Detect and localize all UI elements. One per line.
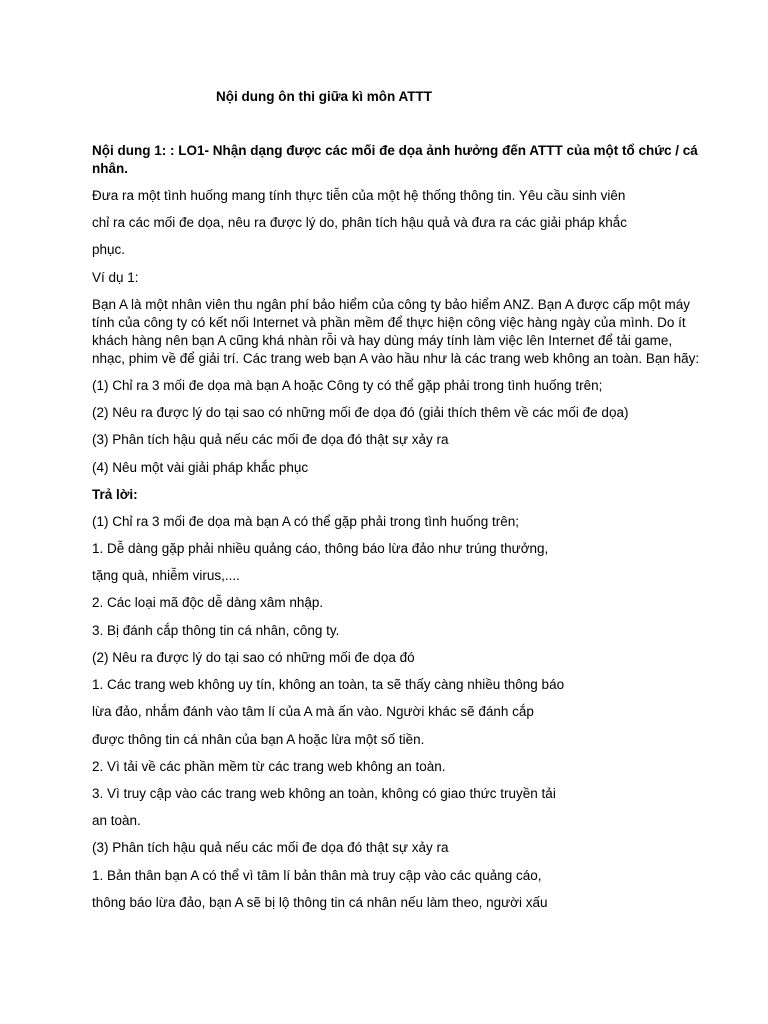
intro-line: chỉ ra các mối đe dọa, nêu ra được lý do, phân tích hậu quả và đưa ra các giải pháp khắc xyxy=(92,215,627,230)
intro-line: Đưa ra một tình huống mang tính thực tiễn của một hệ thống thông tin. Yêu cầu sinh viên xyxy=(92,188,626,203)
question-item: (4) Nêu một vài giải pháp khắc phục xyxy=(92,460,309,475)
answer-line: (3) Phân tích hậu quả nếu các mối đe dọa đó thật sự xảy ra xyxy=(92,840,449,855)
answer-line: 1. Các trang web không uy tín, không an toàn, ta sẽ thấy càng nhiều thông báo xyxy=(92,677,565,692)
question-item: (2) Nêu ra được lý do tại sao có những mối đe dọa đó (giải thích thêm về các mối đe dọa) xyxy=(92,405,629,420)
scenario-line: nhạc, phim về để giải trí. Các trang web bạn A vào hầu như là các trang web không an toàn. Bạn hãy: xyxy=(92,351,700,366)
answer-line: (2) Nêu ra được lý do tại sao có những mối đe dọa đó xyxy=(92,650,415,665)
answer-line: lừa đảo, nhắm đánh vào tâm lí của A mà ấn vào. Người khác sẽ đánh cắp xyxy=(92,704,534,719)
answer-line: tặng quà, nhiễm virus,.... xyxy=(92,568,240,583)
example-label: Ví dụ 1: xyxy=(92,270,139,285)
scenario-line: Bạn A là một nhân viên thu ngân phí bảo hiểm của công ty bảo hiểm ANZ. Bạn A được cấp một máy xyxy=(92,297,691,312)
answer-line: được thông tin cá nhân của bạn A hoặc lừa một số tiền. xyxy=(92,732,425,747)
answer-line: 2. Vì tải về các phần mềm từ các trang web không an toàn. xyxy=(92,759,446,774)
answer-line: (1) Chỉ ra 3 mối đe dọa mà bạn A có thể gặp phải trong tình huống trên; xyxy=(92,514,520,529)
scenario-line: tính của công ty có kết nối Internet và phần mềm để thực hiện công việc hàng ngày của mình. Do ít xyxy=(92,315,686,330)
intro-line: phục. xyxy=(92,242,126,257)
answer-line: 1. Bản thân bạn A có thể vì tâm lí bản thân mà truy cập vào các quảng cáo, xyxy=(92,868,542,883)
answer-line: 3. Vì truy cập vào các trang web không an toàn, không có giao thức truyền tải xyxy=(92,786,556,801)
answer-line: thông báo lừa đảo, bạn A sẽ bị lộ thông tin cá nhân nếu làm theo, người xấu xyxy=(92,895,548,910)
answer-line: 1. Dễ dàng gặp phải nhiều quảng cáo, thông báo lừa đảo như trúng thưởng, xyxy=(92,541,549,556)
question-item: (3) Phân tích hậu quả nếu các mối đe dọa đó thật sự xảy ra xyxy=(92,432,449,447)
answer-label: Trả lời: xyxy=(92,487,138,502)
section-heading-cont: nhân. xyxy=(92,161,128,176)
document-title: Nội dung ôn thi giữa kì môn ATTT xyxy=(216,89,432,104)
answer-line: an toàn. xyxy=(92,813,141,828)
answer-line: 2. Các loại mã độc dễ dàng xâm nhập. xyxy=(92,595,324,610)
section-heading: Nội dung 1: : LO1- Nhận dạng được các mối đe dọa ảnh hưởng đến ATTT của một tổ chức / cá xyxy=(92,143,698,158)
question-item: (1) Chỉ ra 3 mối đe dọa mà bạn A hoặc Công ty có thể gặp phải trong tình huống trên; xyxy=(92,378,603,393)
scenario-line: khách hàng nên bạn A cũng khá nhàn rỗi và hay dùng máy tính làm việc lên Internet để tải game, xyxy=(92,333,673,348)
answer-line: 3. Bị đánh cắp thông tin cá nhân, công ty. xyxy=(92,623,340,638)
